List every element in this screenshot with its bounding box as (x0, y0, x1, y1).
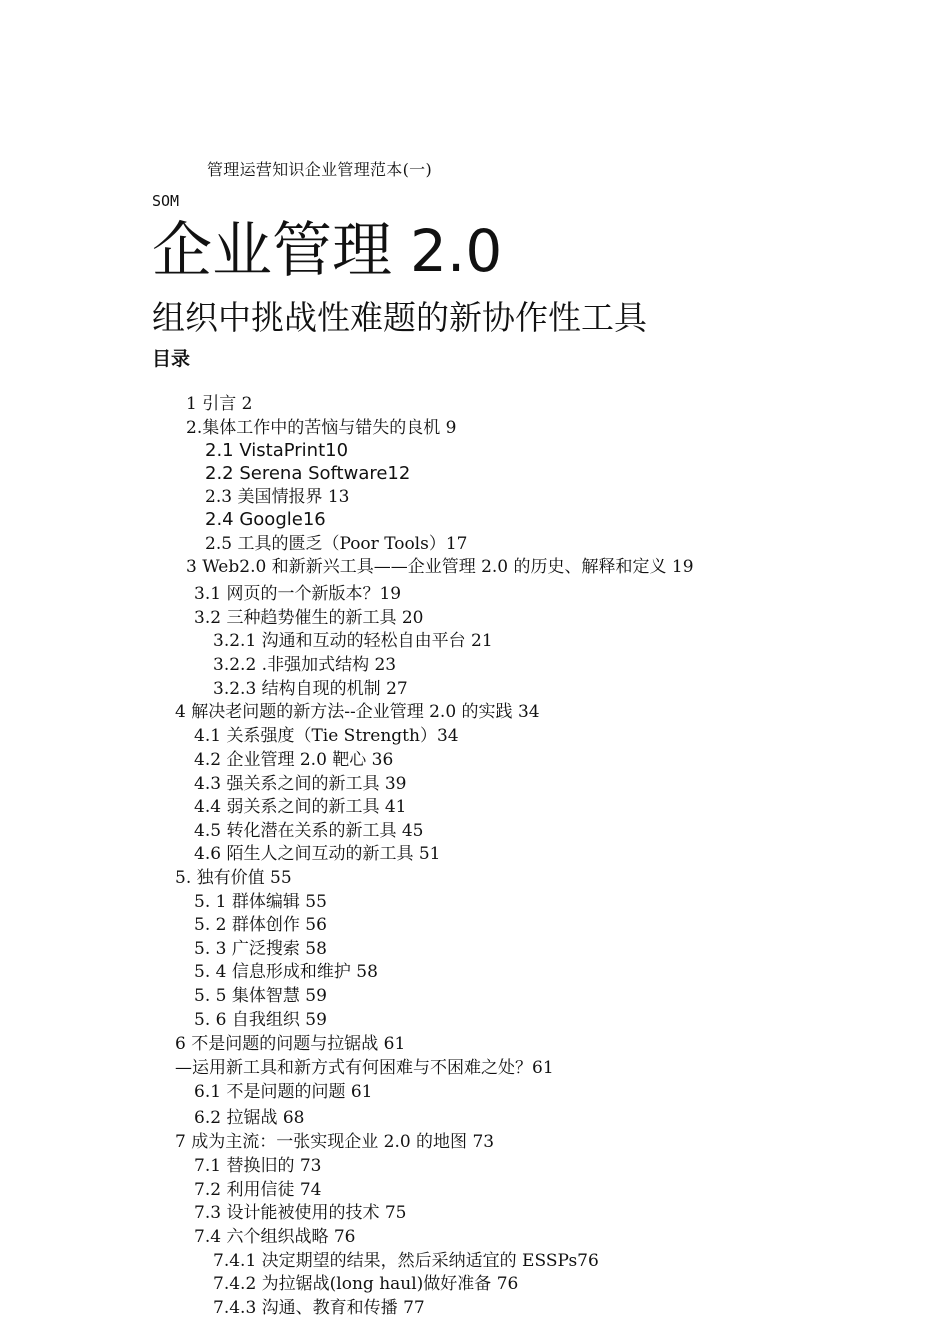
toc-entry: 3.1 网页的一个新版本？19 (194, 584, 402, 604)
toc-entry: 7.4.2 为拉锯战(long haul)做好准备 76 (213, 1274, 519, 1294)
toc-entry: 2.3 美国情报界 13 (205, 487, 350, 507)
toc-entry: 3.2.3 结构自现的机制 27 (213, 679, 408, 699)
toc-entry: 4.4 弱关系之间的新工具 41 (194, 797, 407, 817)
toc-entry: 7 成为主流：一张实现企业 2.0 的地图 73 (175, 1132, 495, 1152)
toc-entry: 4 解决老问题的新方法--企业管理 2.0 的实践 34 (175, 702, 540, 722)
toc-entry: 2.1 VistaPrint10 (205, 440, 349, 461)
toc-entry: 1 引言 2 (186, 394, 253, 414)
toc-entry: 5. 2 群体创作 56 (194, 915, 327, 935)
toc-entry: 7.4.1 决定期望的结果，然后采纳适宜的 ESSPs76 (213, 1251, 599, 1271)
toc-entry: 7.1 替换旧的 73 (194, 1156, 322, 1176)
toc-entry: 6.2 拉锯战 68 (194, 1108, 305, 1128)
toc-entry: 4.5 转化潜在关系的新工具 45 (194, 821, 424, 841)
toc-entry: 6.1 不是问题的问题 61 (194, 1082, 373, 1102)
toc-entry: 2.集体工作中的苦恼与错失的良机 9 (186, 418, 457, 438)
toc-entry: 5. 4 信息形成和维护 58 (194, 962, 378, 982)
toc-entry: 4.6 陌生人之间互动的新工具 51 (194, 844, 441, 864)
toc-entry: —运用新工具和新方式有何困难与不困难之处？61 (175, 1058, 554, 1078)
toc-entry: 7.2 利用信徒 74 (194, 1180, 322, 1200)
som-label: SOM (152, 192, 180, 210)
toc-heading: 目录 (152, 348, 191, 370)
toc-entry: 3.2.1 沟通和互动的轻松自由平台 21 (213, 631, 493, 651)
toc-entry: 7.4 六个组织战略 76 (194, 1227, 356, 1247)
title-chinese: 企业管理 (152, 216, 392, 286)
document-title (152, 212, 502, 290)
page-header: 管理运营知识企业管理范本(一) (207, 160, 432, 179)
toc-entry: 3 Web2.0 和新新兴工具——企业管理 2.0 的历史、解释和定义 19 (186, 557, 694, 577)
toc-entry: 5. 3 广泛搜索 58 (194, 939, 327, 959)
toc-entry: 2.4 Google16 (205, 509, 326, 530)
toc-entry: 7.3 设计能被使用的技术 75 (194, 1203, 407, 1223)
toc-entry: 5. 6 自我组织 59 (194, 1010, 327, 1030)
toc-entry: 4.1 关系强度（Tie Strength）34 (194, 726, 459, 746)
toc-entry: 6 不是问题的问题与拉锯战 61 (175, 1034, 406, 1054)
toc-entry: 4.3 强关系之间的新工具 39 (194, 774, 407, 794)
toc-entry: 5. 1 群体编辑 55 (194, 892, 327, 912)
toc-entry: 2.2 Serena Software12 (205, 463, 411, 484)
toc-entry: 4.2 企业管理 2.0 靶心 36 (194, 750, 394, 770)
toc-entry: 2.5 工具的匮乏（Poor Tools）17 (205, 534, 468, 554)
toc-entry: 5. 5 集体智慧 59 (194, 986, 327, 1006)
title-version: 2.0 (410, 217, 503, 285)
toc-entry: 3.2.2 .非强加式结构 23 (213, 655, 397, 675)
toc-entry: 7.4.3 沟通、教育和传播 77 (213, 1298, 425, 1318)
document-subtitle: 组织中挑战性难题的新协作性工具 (152, 298, 647, 337)
toc-entry: 5. 独有价值 55 (175, 868, 292, 888)
toc-entry: 3.2 三种趋势催生的新工具 20 (194, 608, 424, 628)
